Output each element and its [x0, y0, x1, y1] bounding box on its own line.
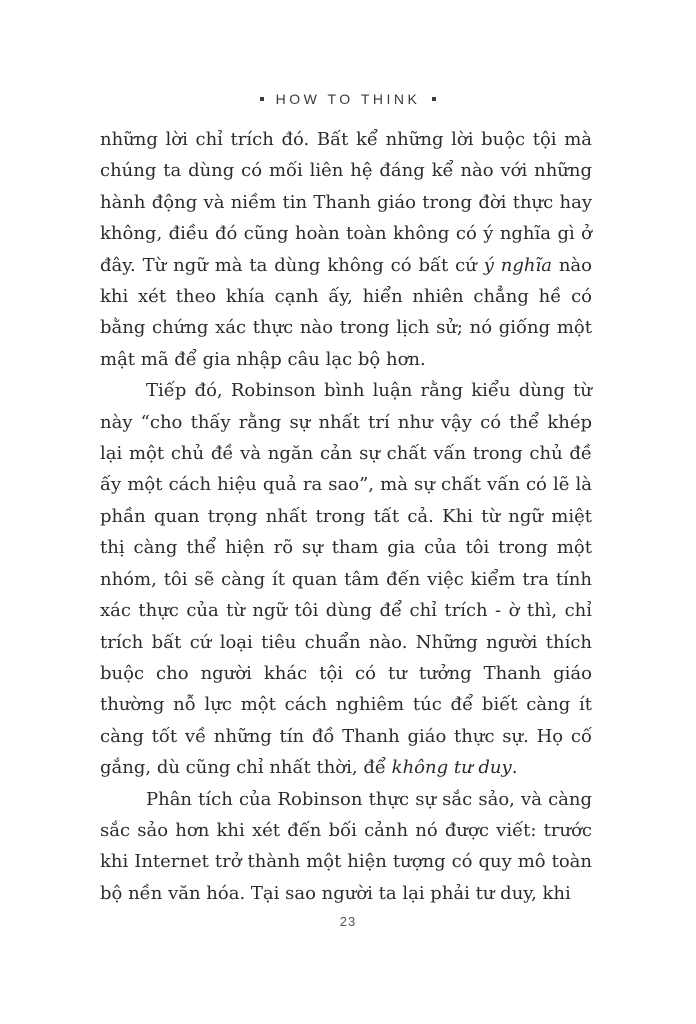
paragraph-2-text-b: . — [511, 757, 518, 779]
paragraph-2-text-a: Tiếp đó, Robinson bình luận rằng kiểu dùng từ này “cho thấy rằng sự nhất trí như vậy có thể khép lại một chủ đề và ngăn cản sự chất vấn trong chủ đề ấy một cách hiệu quả ra sao”, mà sự chất vấn có lẽ là phần quan trọng nhất trong tất cả. Khi từ ngữ miệt thị càng thể hiện rõ sự tham gia của tôi trong một nhóm, tôi sẽ càng ít quan tâm đến việc kiểm tra tính xác thực của từ ngữ tôi dùng để chỉ trích - ờ thì, chỉ trích bất cứ loại tiêu chuẩn nào. Những người thích buộc cho người khác tội có tư tưởng Thanh giáo thường nỗ lực một cách nghiêm túc để biết càng ít càng tốt về những tín đồ Thanh giáo thực sự. Họ cố gắng, dù cũng chỉ nhất thời, để — [100, 380, 592, 779]
header-bullet-right — [432, 97, 436, 101]
header-title: HOW TO THINK — [275, 91, 421, 107]
paragraph-3 — [100, 784, 592, 910]
paragraph-2 — [100, 375, 592, 783]
paragraph-1-text-a: những lời chỉ trích đó. Bất kể những lời buộc tội mà chúng ta dùng có mối liên hệ đáng kể nào với những hành động và niềm tin Thanh giáo trong đời thực hay không, điều đó cũng hoàn toàn không có ý nghĩa gì ở đây. Từ ngữ mà ta dùng không có bất cứ — [100, 129, 592, 276]
running-header — [0, 91, 696, 107]
page-number: 23 — [339, 914, 357, 929]
paragraph-2-emphasis: không tư duy — [391, 757, 512, 779]
paragraph-1 — [100, 124, 592, 375]
header-bullet-left — [260, 97, 264, 101]
paragraph-1-emphasis: ý nghĩa — [483, 254, 552, 276]
paragraph-1-text-b: nào khi xét theo khía cạnh ấy, hiển nhiên chẳng hề có bằng chứng xác thực nào trong lịch sử; nó giống một mật mã để gia nhập câu lạc bộ hơn. — [100, 254, 592, 370]
body-text — [100, 124, 592, 909]
paragraph-3-text: Phân tích của Robinson thực sự sắc sảo, và càng sắc sảo hơn khi xét đến bối cảnh nó được viết: trước khi Internet trở thành một hiện tượng có quy mô toàn bộ nền văn hóa. Tại sao người ta lại phải tư duy, khi — [100, 788, 592, 904]
